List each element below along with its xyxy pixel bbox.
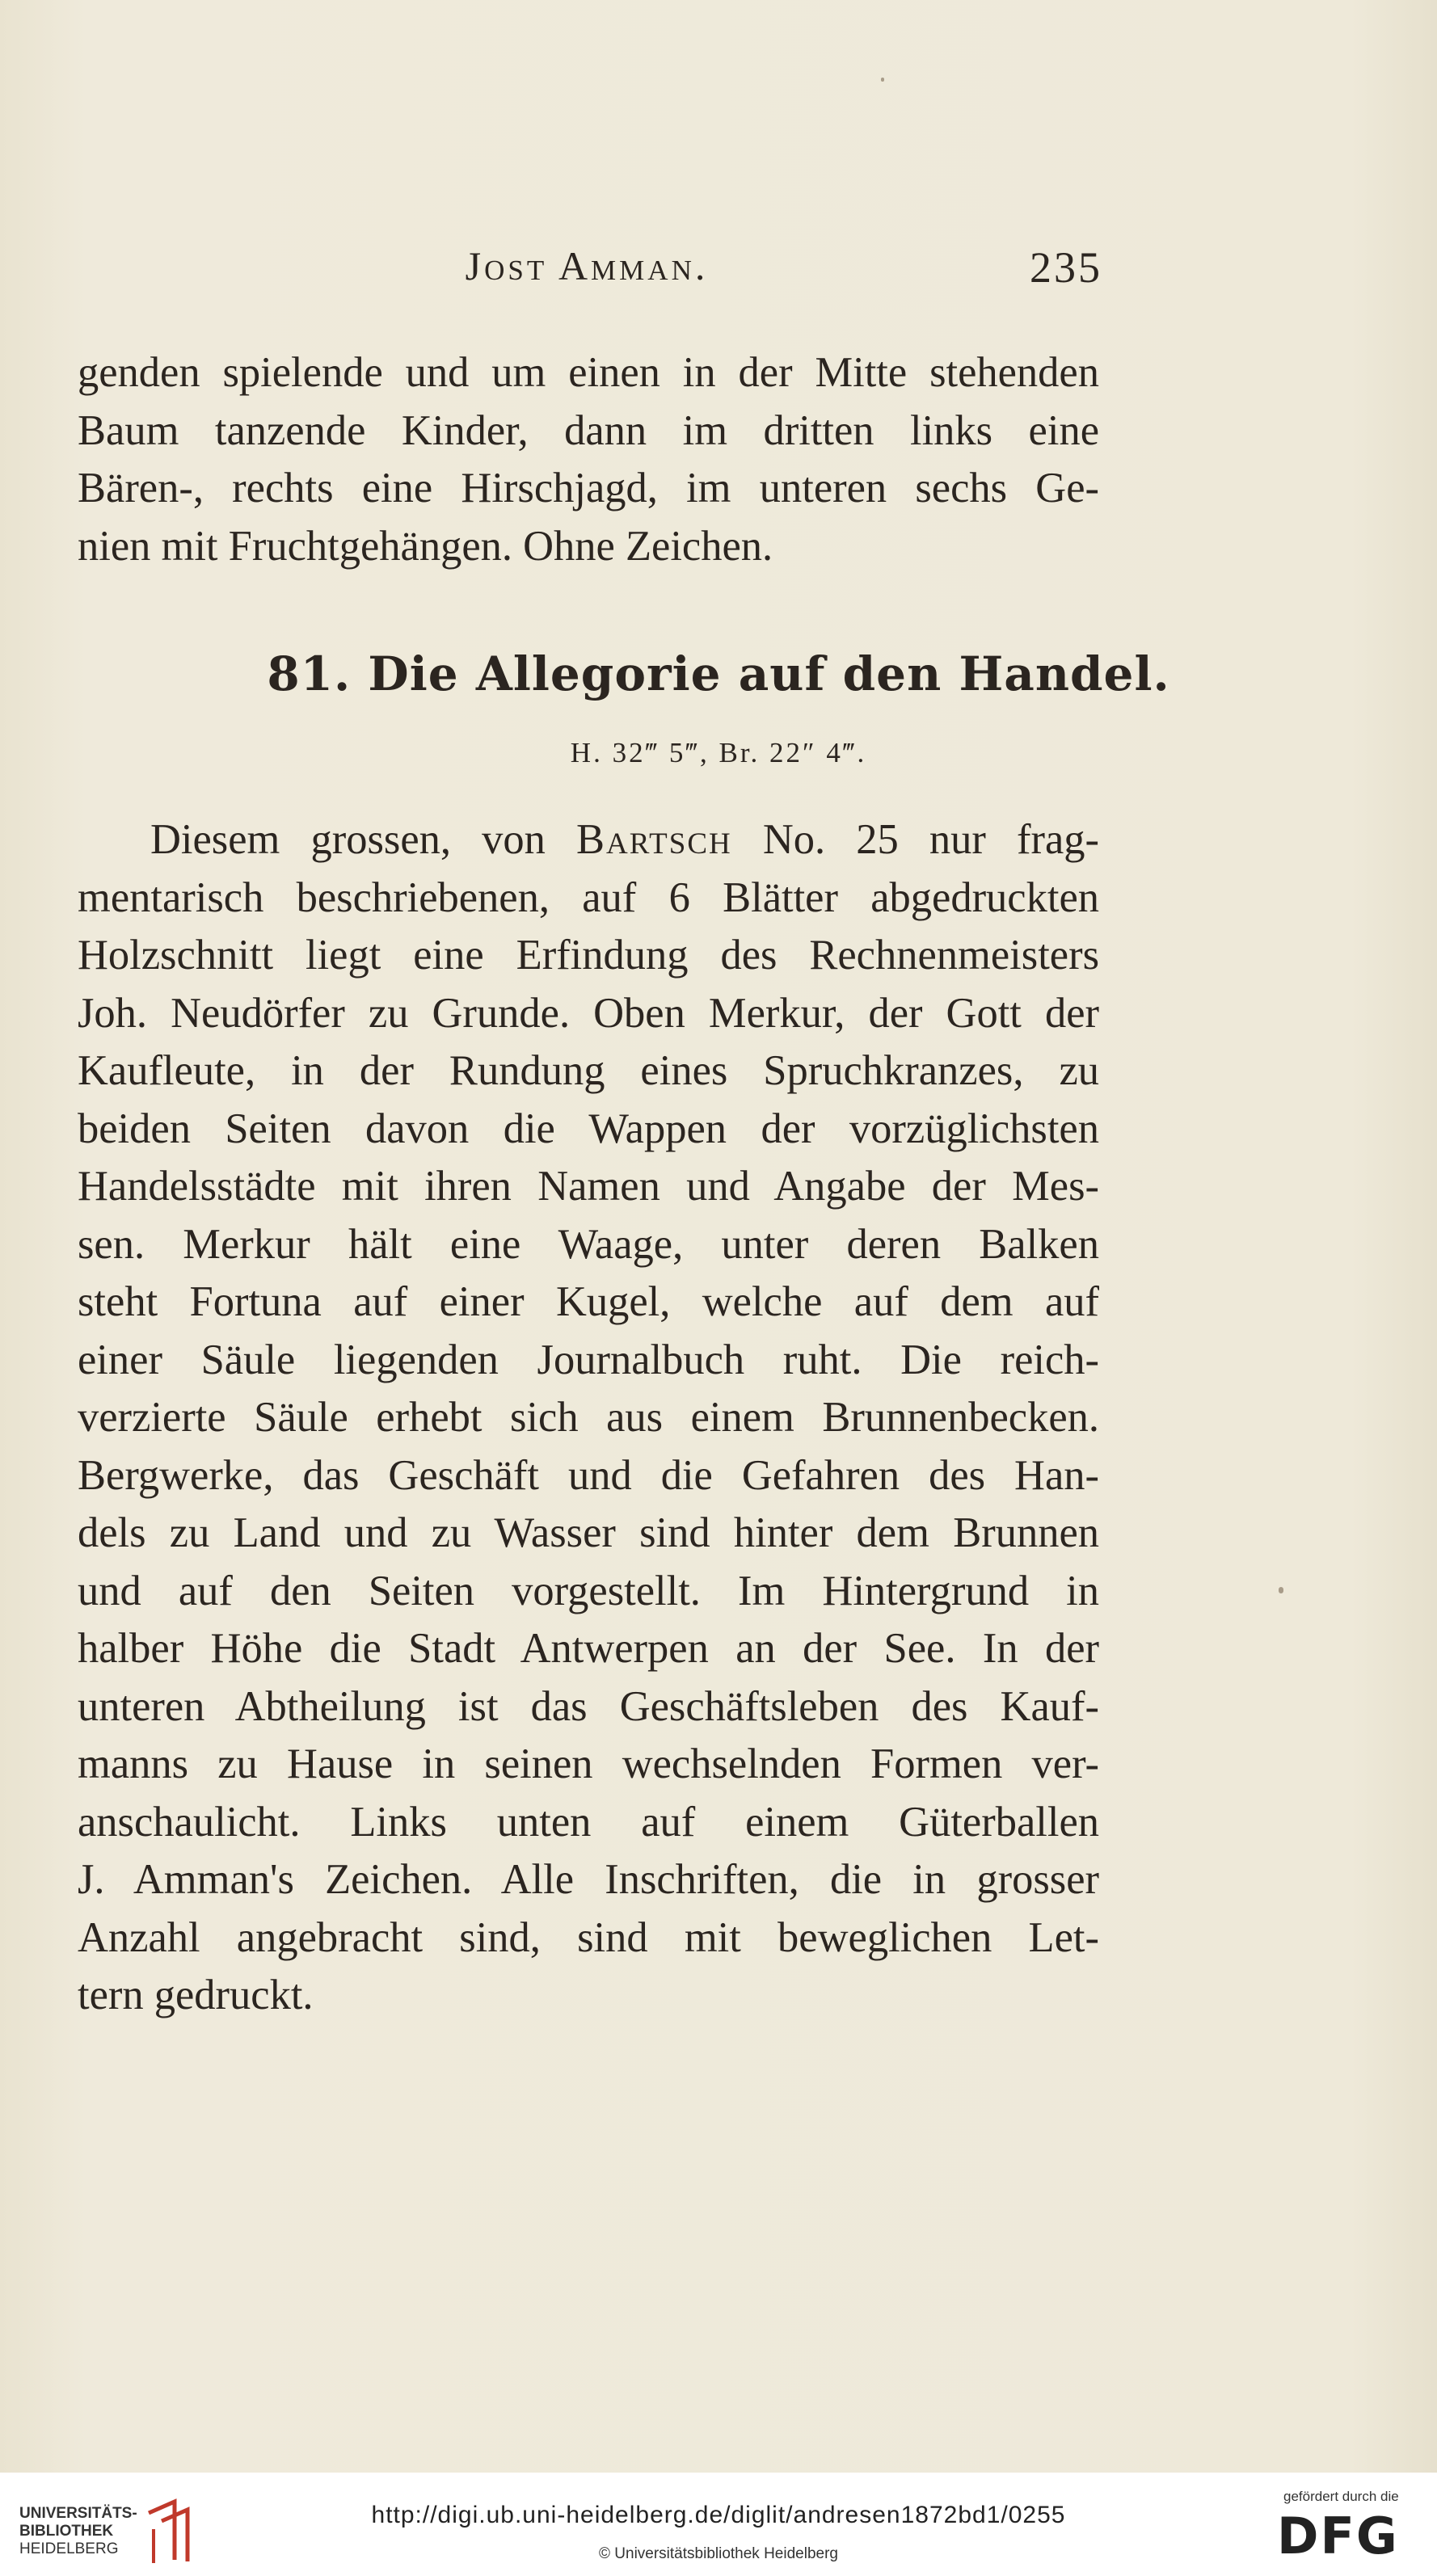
funding-caption: gefördert durch die bbox=[1283, 2489, 1399, 2504]
main-paragraph bbox=[78, 811, 1099, 2025]
text-line: Bergwerke, das Geschäft und die Gefahren des Han- bbox=[78, 1451, 1099, 1499]
running-title: Jost Amman. bbox=[465, 243, 709, 288]
text-line: dels zu Land und zu Wasser sind hinter dem Brunnen bbox=[78, 1509, 1099, 1556]
text-line: einer Säule liegenden Journalbuch ruht. Die reich- bbox=[78, 1336, 1099, 1383]
text-line: manns zu Hause in seinen wechselnden Formen ver- bbox=[78, 1740, 1099, 1787]
text-line: sen. Merkur hält eine Waage, unter deren Balken bbox=[78, 1220, 1099, 1268]
page-number: 235 bbox=[1030, 243, 1102, 292]
author-name: Bartsch bbox=[575, 816, 732, 863]
paper-speck bbox=[881, 78, 884, 82]
text-line: halber Höhe die Stadt Antwerpen an der See. In der bbox=[78, 1625, 1099, 1672]
text-line: steht Fortuna auf einer Kugel, welche auf dem auf bbox=[78, 1278, 1099, 1325]
paper-speck bbox=[1279, 1587, 1283, 1593]
intro-paragraph bbox=[78, 344, 1099, 575]
text-line: nien mit Fruchtgehängen. Ohne Zeichen. bbox=[78, 522, 773, 570]
text-line: Bären-, rechts eine Hirschjagd, im unteren sechs Ge- bbox=[78, 465, 1099, 511]
text-line: genden spielende und um einen in der Mitte stehenden bbox=[78, 349, 1099, 396]
text-line: beiden Seiten davon die Wappen der vorzüglichsten bbox=[78, 1105, 1099, 1152]
text-line: Anzahl angebracht sind, sind mit beweglichen Let- bbox=[78, 1913, 1099, 1961]
section-heading: 81. Die Allegorie auf den Handel. bbox=[267, 646, 1170, 701]
text-line: mentarisch beschriebenen, auf 6 Blätter abgedruckten bbox=[78, 873, 1099, 921]
text-line: J. Amman's Zeichen. Alle Inschriften, die in grosser bbox=[78, 1856, 1099, 1903]
dfg-logo[interactable]: DFG bbox=[1277, 2507, 1399, 2565]
first-line-start: Diesem grossen, von bbox=[150, 816, 576, 863]
library-name-line1: UNIVERSITÄTS- bbox=[19, 2505, 137, 2522]
library-name-line2: BIBLIOTHEK bbox=[19, 2523, 114, 2540]
text-line: und auf den Seiten vorgestellt. Im Hintergrund in bbox=[78, 1567, 1099, 1614]
text-line: Handelsstädte mit ihren Namen und Angabe der Mes- bbox=[78, 1163, 1099, 1210]
text-line: anschaulicht. Links unten auf einem Güterballen bbox=[78, 1798, 1099, 1846]
text-line-first bbox=[78, 811, 1099, 869]
dimensions-line: H. 32‴ 5‴, Br. 22″ 4‴. bbox=[570, 737, 867, 768]
text-line: unteren Abtheilung ist das Geschäftsleben des Kauf- bbox=[78, 1682, 1099, 1730]
library-name-line3: HEIDELBERG bbox=[19, 2540, 119, 2557]
text-line: tern gedruckt. bbox=[78, 1972, 314, 2018]
permalink-url[interactable]: http://digi.ub.uni-heidelberg.de/diglit/andresen1872bd1/0255 bbox=[371, 2502, 1066, 2528]
copyright-text: © Universitätsbibliothek Heidelberg bbox=[599, 2545, 838, 2562]
text-line: Joh. Neudörfer zu Grunde. Oben Merkur, der Gott der bbox=[78, 989, 1099, 1037]
text-line: Baum tanzende Kinder, dann im dritten links eine bbox=[78, 406, 1099, 454]
first-line-end: No. 25 nur frag- bbox=[731, 816, 1099, 863]
page-header bbox=[78, 242, 1102, 307]
text-line: Kaufleute, in der Rundung eines Spruchkranzes, zu bbox=[78, 1047, 1099, 1094]
text-line: Holzschnitt liegt eine Erfindung des Rechnenmeisters bbox=[78, 932, 1099, 979]
text-line: verzierte Säule erhebt sich aus einem Brunnenbecken. bbox=[78, 1394, 1099, 1441]
footer-bar bbox=[0, 2473, 1437, 2576]
